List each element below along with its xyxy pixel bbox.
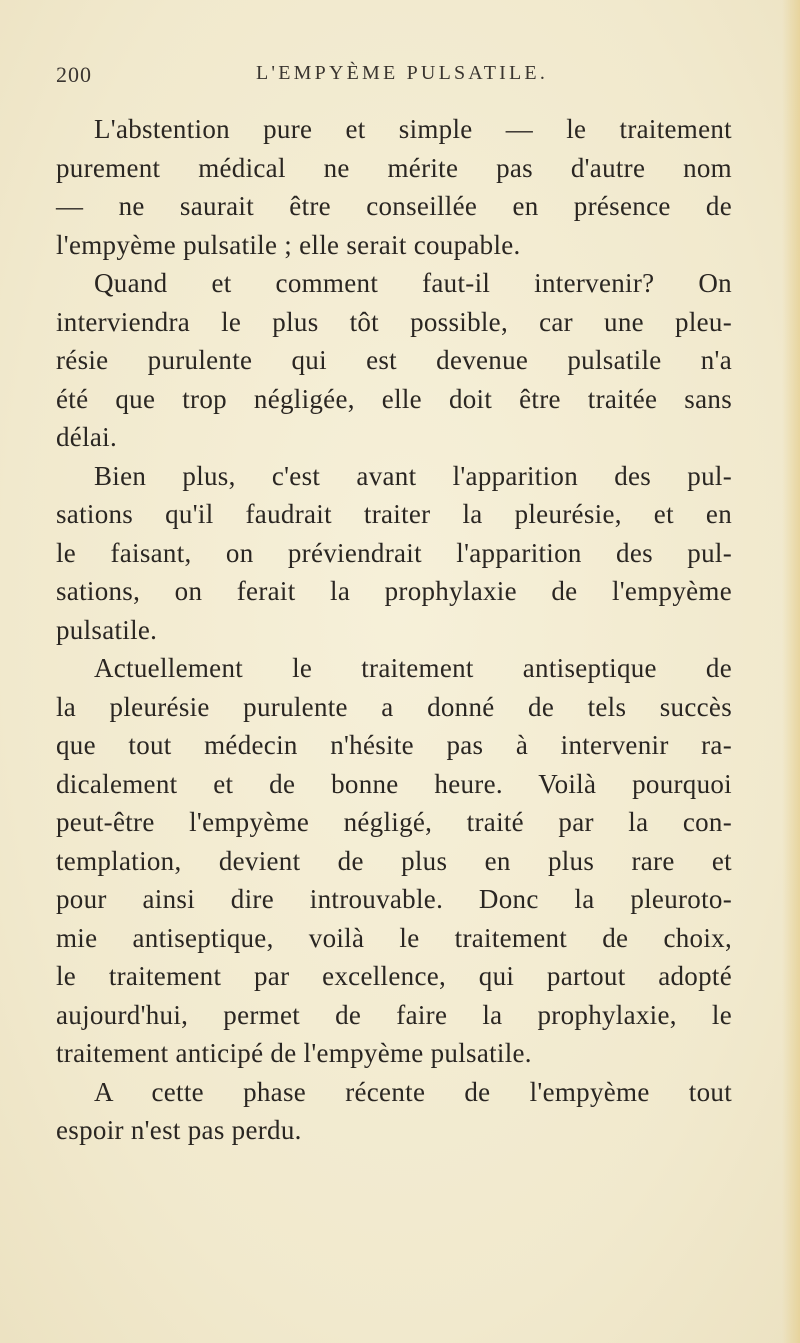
text-line: que tout médecin n'hésite pas à intervenir ra- <box>56 730 732 760</box>
text-line: résie purulente qui est devenue pulsatile n'a <box>56 345 732 375</box>
text-line: sations, on ferait la prophylaxie de l'empyème <box>56 576 732 606</box>
page-number: 200 <box>56 62 92 87</box>
text-line: espoir n'est pas perdu. <box>56 1115 302 1145</box>
text-line: A cette phase récente de l'empyème tout <box>94 1076 732 1107</box>
text-line: pulsatile. <box>56 614 158 645</box>
page-header <box>56 62 756 92</box>
body-text <box>56 110 732 1150</box>
text-line: Quand et comment faut-il intervenir? On <box>94 268 732 298</box>
text-line: le faisant, on préviendrait l'apparition des pul- <box>56 537 732 568</box>
text-line: pour ainsi dire introuvable. Donc la pleuroto- <box>56 884 732 914</box>
text-line: traitement anticipé de l'empyème pulsatile. <box>56 1038 532 1068</box>
text-line: purement médical ne mérite pas d'autre nom <box>56 152 732 183</box>
text-line: sations qu'il faudrait traiter la pleurésie, et en <box>56 499 732 529</box>
text-line: été que trop négligée, elle doit être traitée sans <box>56 383 732 414</box>
text-line: aujourd'hui, permet de faire la prophylaxie, le <box>56 999 732 1030</box>
text-line: — ne saurait être conseillée en présence de <box>56 191 732 221</box>
text-line: l'empyème pulsatile ; elle serait coupable. <box>56 229 521 260</box>
text-line: le traitement par excellence, qui partout adopté <box>56 961 732 991</box>
text-line: Bien plus, c'est avant l'apparition des pul- <box>94 460 732 491</box>
text-line: Actuellement le traitement antiseptique de <box>94 653 732 683</box>
text-line: interviendra le plus tôt possible, car une pleu- <box>56 306 732 337</box>
running-title: L'EMPYÈME PULSATILE. <box>256 62 549 84</box>
text-line: délai. <box>56 422 118 452</box>
text-line: mie antiseptique, voilà le traitement de choix, <box>56 922 732 953</box>
text-line: templation, devient de plus en plus rare et <box>56 845 732 876</box>
text-line: L'abstention pure et simple — le traitement <box>94 114 732 144</box>
text-line: dicalement et de bonne heure. Voilà pourquoi <box>56 768 732 799</box>
text-line: la pleurésie purulente a donné de tels succès <box>56 691 732 722</box>
text-line: peut-être l'empyème négligé, traité par la con- <box>56 807 732 837</box>
page-edge-shadow <box>782 0 800 1343</box>
